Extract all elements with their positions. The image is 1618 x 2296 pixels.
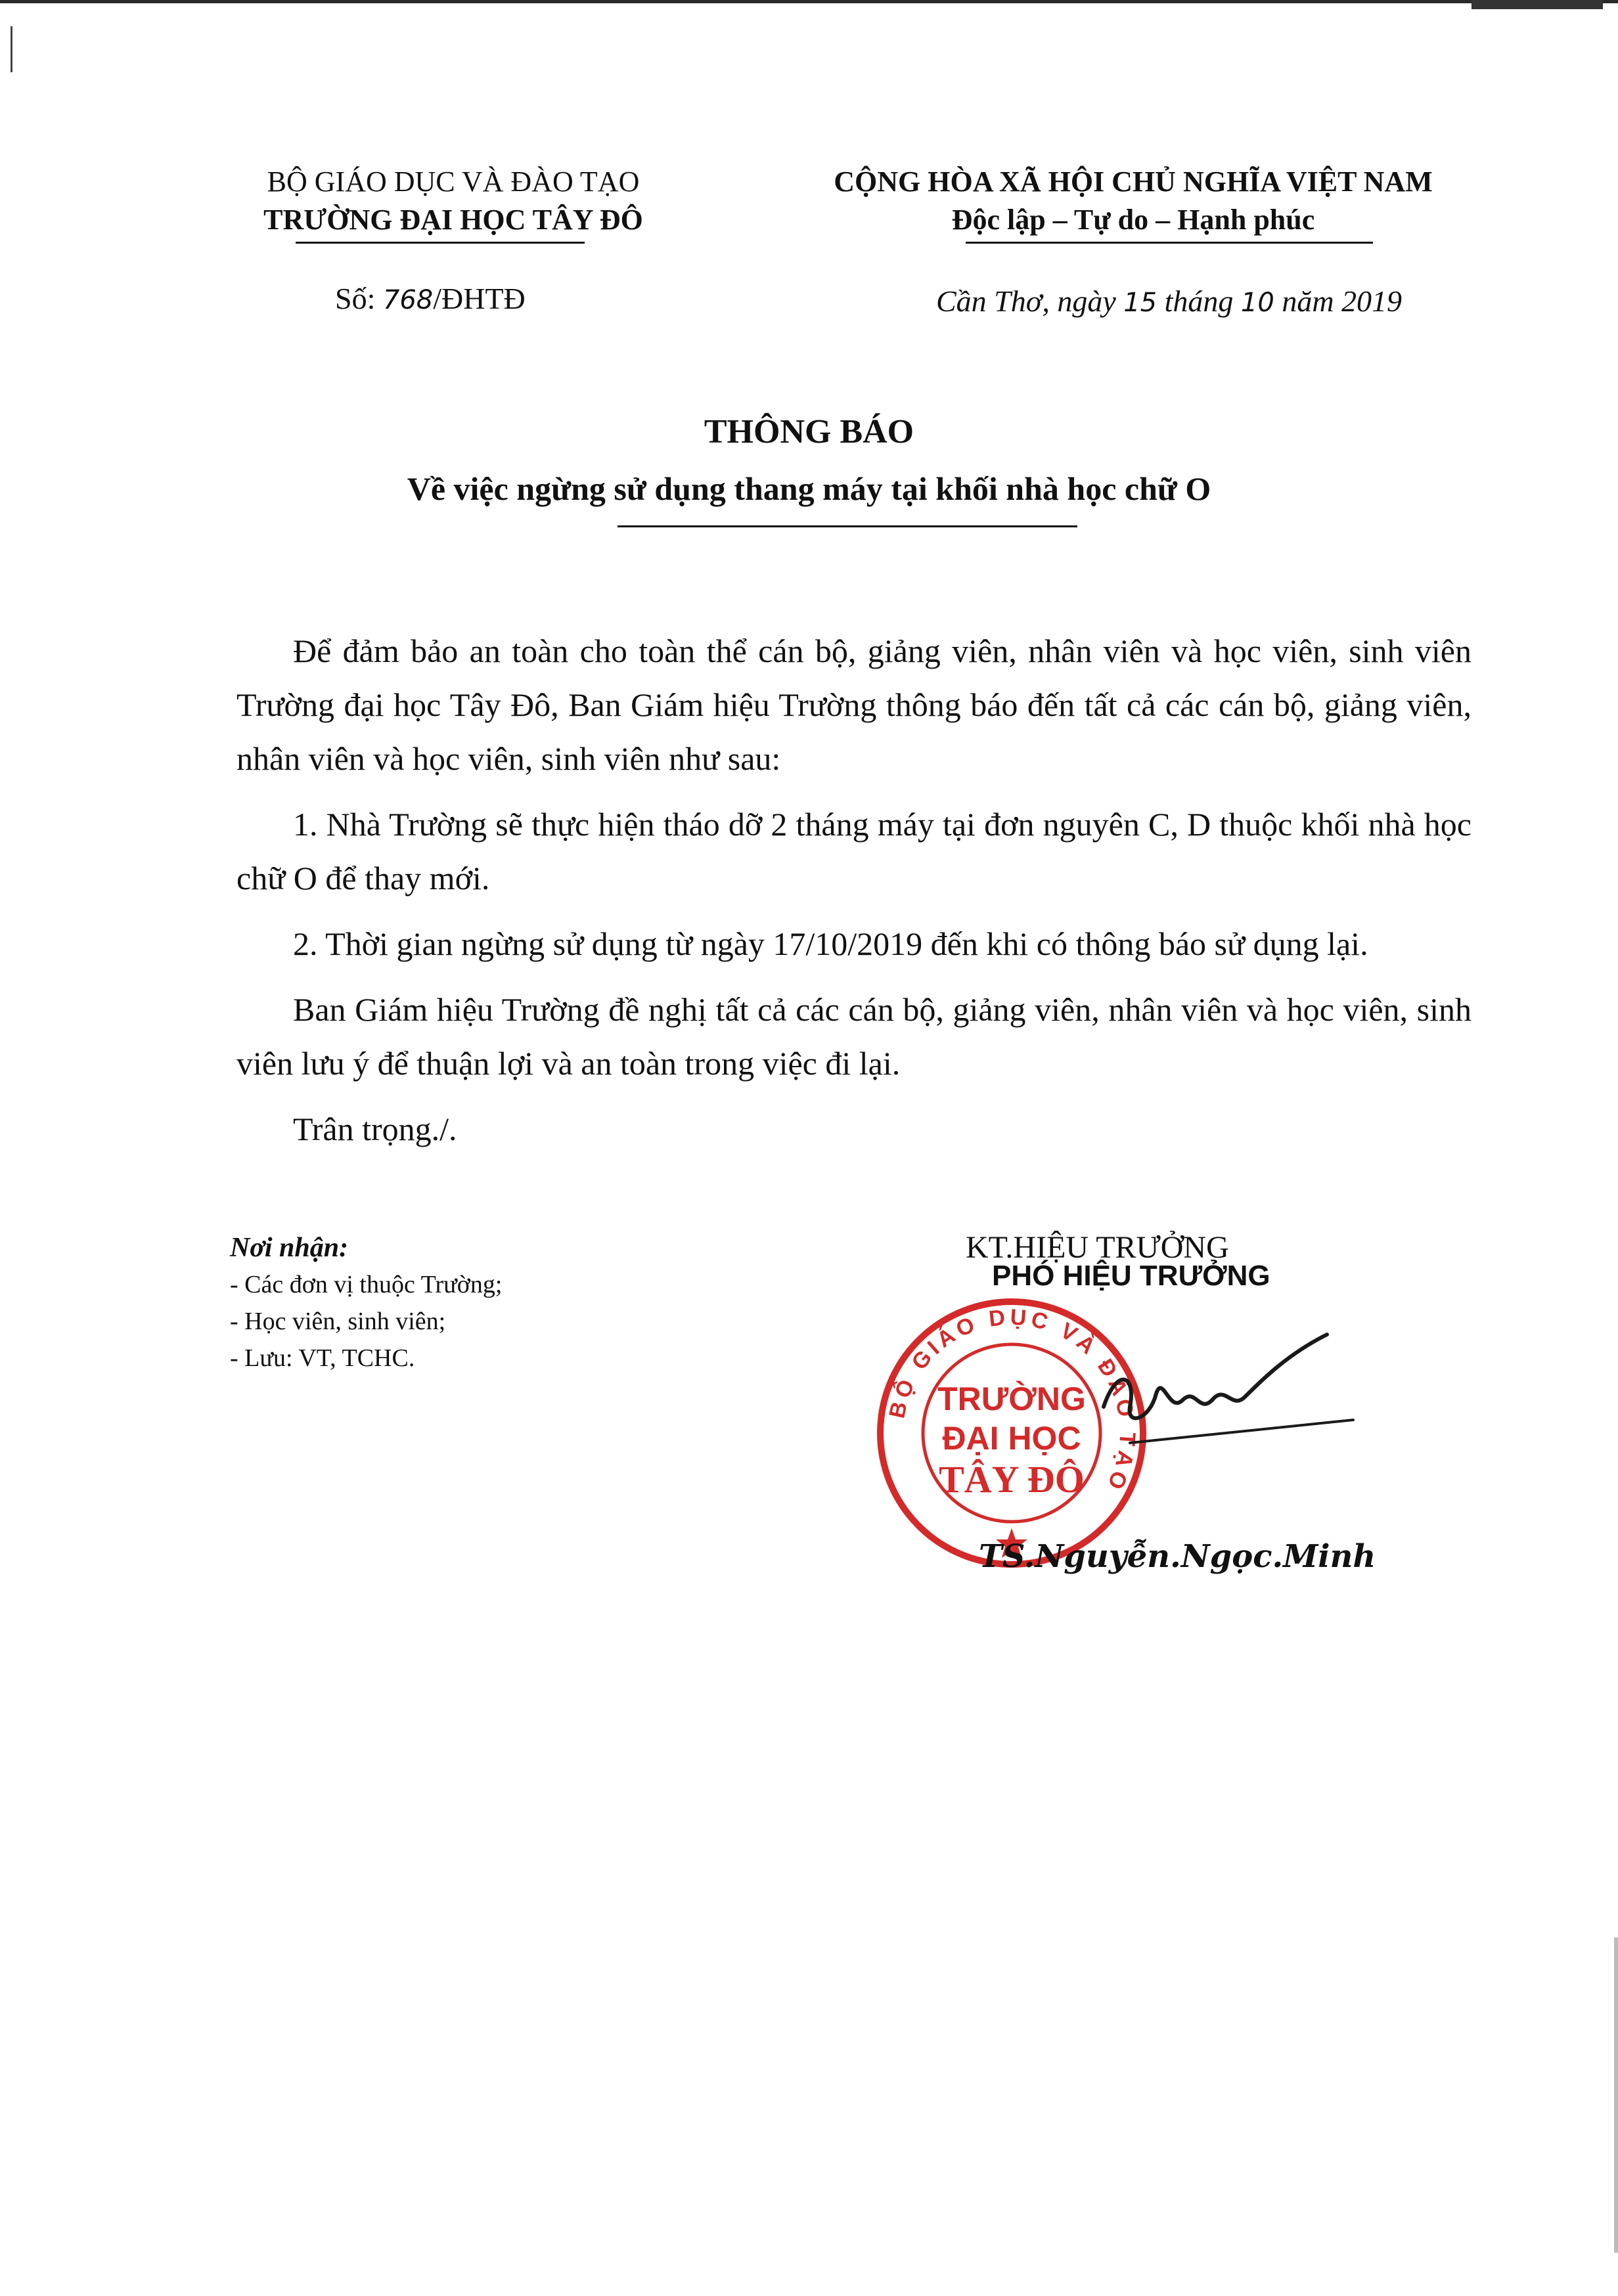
handwritten-signature xyxy=(1090,1328,1366,1499)
recipients-block xyxy=(230,1229,502,1377)
scan-edge-right xyxy=(1614,1937,1618,2253)
signer-title-handwritten: KT.HIỆU TRƯỞNG xyxy=(966,1230,1229,1265)
scan-edge-top xyxy=(0,0,1618,3)
signer-name: TS.Nguyễn.Ngọc.Minh xyxy=(979,1538,1376,1575)
body-item-1: 1. Nhà Trường sẽ thực hiện tháo dỡ 2 tháng máy tại đơn nguyên C, D thuộc khối nhà học chữ O để thay mới. xyxy=(236,806,1472,896)
seal-line-2: ĐẠI HỌC xyxy=(942,1420,1081,1457)
seal-outer-text-path: BỘ GIÁO DỤC VÀ ĐÀO TẠO xyxy=(884,1304,1140,1497)
body-regards: Trân trọng./. xyxy=(293,1111,457,1147)
body-intro: Để đảm bảo an toàn cho toàn thể cán bộ, giảng viên, nhân viên và học viên, sinh viên Trường đại học Tây Đô, Ban Giám hiệu Trường thông báo đến tất cả các cán bộ, giảng viên, nhân viên và học viên, sinh viên như sau: xyxy=(236,632,1472,777)
document-number-suffix: /ĐHTĐ xyxy=(433,282,526,315)
national-motto: Độc lập – Tự do – Hạnh phúc xyxy=(951,204,1315,236)
signer-title-stamped: PHÓ HIỆU TRƯỞNG xyxy=(992,1260,1270,1292)
country-name: CỘNG HÒA XÃ HỘI CHỦ NGHĨA VIỆT NAM xyxy=(834,166,1433,198)
body-closing: Ban Giám hiệu Trường đề nghị tất cả các cán bộ, giảng viên, nhân viên và học viên, sinh viên lưu ý để thuận lợi và an toàn trong việc đi lại. xyxy=(236,991,1472,1082)
scan-edge-left xyxy=(11,26,12,72)
recipient-item: - Học viên, sinh viên; xyxy=(230,1308,446,1335)
body-item-2: 2. Thời gian ngừng sử dụng từ ngày 17/10/2019 đến khi có thông báo sử dụng lại. xyxy=(293,925,1368,962)
signature-line xyxy=(1130,1420,1353,1443)
date-day: 15 xyxy=(1123,288,1157,318)
document-subtitle: Về việc ngừng sử dụng thang máy tại khối nhà học chữ O xyxy=(407,470,1211,507)
seal-line-1: TRƯỜNG xyxy=(937,1380,1086,1417)
issuer-header xyxy=(217,163,690,239)
recipient-item: - Các đơn vị thuộc Trường; xyxy=(230,1271,503,1298)
date-place: Cần Thơ, ngày xyxy=(936,284,1124,318)
date-line xyxy=(936,284,1402,319)
university-name: TRƯỜNG ĐẠI HỌC TÂY ĐÔ xyxy=(263,204,643,236)
scan-artifact xyxy=(1472,0,1603,9)
date-month: 10 xyxy=(1240,288,1274,318)
document-title: THÔNG BÁO xyxy=(704,413,914,451)
national-header xyxy=(755,163,1511,239)
document-number-value: 768 xyxy=(382,285,434,315)
document-number xyxy=(335,281,526,316)
date-year: năm 2019 xyxy=(1274,284,1403,318)
date-month-label: tháng xyxy=(1157,284,1241,318)
document-body xyxy=(236,624,1472,1168)
recipients-title: Nơi nhận: xyxy=(230,1233,349,1263)
motto-underline xyxy=(966,242,1373,244)
recipient-item: - Lưu: VT, TCHC. xyxy=(230,1344,415,1372)
ministry-name: BỘ GIÁO DỤC VÀ ĐÀO TẠO xyxy=(267,166,640,198)
seal-line-3: TÂY ĐÔ xyxy=(939,1458,1085,1501)
signature-stroke xyxy=(1104,1335,1327,1418)
issuer-underline xyxy=(296,242,585,244)
subtitle-underline xyxy=(618,525,1077,527)
document-number-prefix: Số: xyxy=(335,282,383,315)
